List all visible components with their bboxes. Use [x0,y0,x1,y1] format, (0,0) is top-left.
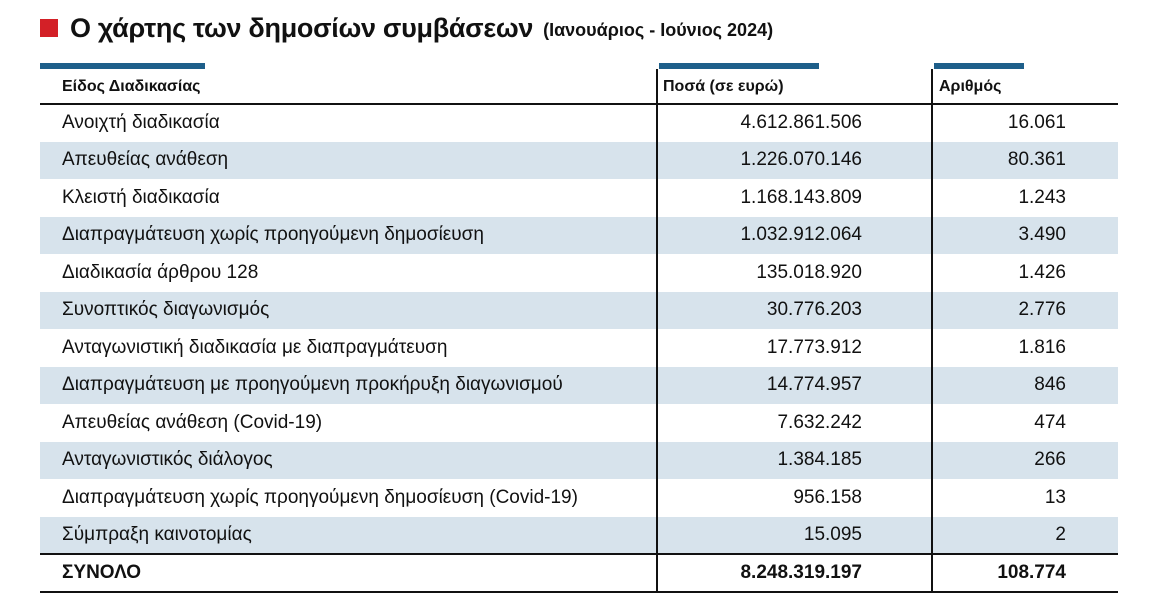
count-cell: 13 [1044,486,1066,508]
count-cell: 846 [1034,374,1066,396]
total-separator-line [40,553,1118,555]
red-square-icon [40,19,58,37]
amount-cell: 1.384.185 [777,449,862,471]
count-cell: 474 [1034,411,1066,433]
amount-cell: 17.773.912 [766,336,862,358]
amount-cell: 1.226.070.146 [740,149,862,171]
table-row [40,479,1118,517]
table-row [40,404,1118,442]
procedure-type-cell: Απευθείας ανάθεση (Covid-19) [62,411,323,433]
amount-cell: 7.632.242 [777,411,862,433]
procedure-type-cell: Διαδικασία άρθρου 128 [62,261,259,283]
table-row [40,104,1118,142]
procedure-type-cell: Απευθείας ανάθεση [62,149,229,171]
column-divider-count [931,69,933,592]
count-cell: 266 [1034,449,1066,471]
table-row [40,292,1118,330]
amount-cell: 14.774.957 [766,374,862,396]
chart-title: Ο χάρτης των δημοσίων συμβάσεων [70,12,534,43]
chart-subtitle: (Ιανουάριος - Ιούνιος 2024) [543,20,774,40]
amount-cell: 1.032.912.064 [740,224,862,246]
table-row [40,367,1118,405]
table-bottom-line [40,591,1118,593]
count-cell: 2.776 [1018,299,1066,321]
amount-cell: 4.612.861.506 [740,111,862,133]
contracts-table [40,69,1118,592]
count-cell: 1.426 [1018,261,1066,283]
procedure-type-cell: Ανοιχτή διαδικασία [62,111,220,133]
header-procedure-type: Είδος Διαδικασίας [62,77,201,95]
header-amount: Ποσά (σε ευρώ) [663,77,784,95]
header-count: Αριθμός [939,77,1002,95]
table-row [40,217,1118,255]
amount-cell: 135.018.920 [756,261,862,283]
procedure-type-cell: Ανταγωνιστικός διάλογος [62,449,273,471]
table-row [40,517,1118,555]
header-separator-line [40,103,1118,105]
amount-cell: 15.095 [803,524,862,546]
total-amount: 8.248.319.197 [740,561,862,583]
procedure-type-cell: Συνοπτικός διαγωνισμός [62,299,270,321]
procedure-type-cell: Διαπραγμάτευση χωρίς προηγούμενη δημοσίευση (Covid-19) [62,486,578,508]
count-cell: 3.490 [1018,224,1066,246]
table-row [40,254,1118,292]
table-header-row [40,69,1118,104]
total-label: ΣΥΝΟΛΟ [62,561,142,583]
procedure-type-cell: Κλειστή διαδικασία [62,186,220,208]
procedure-type-cell: Ανταγωνιστική διαδικασία με διαπραγμάτευση [62,336,448,358]
procedure-type-cell: Διαπραγμάτευση χωρίς προηγούμενη δημοσίευση [62,224,484,246]
table-row [40,442,1118,480]
count-cell: 16.061 [1007,111,1066,133]
count-cell: 1.243 [1018,186,1066,208]
table-row [40,179,1118,217]
table-row [40,142,1118,180]
count-cell: 1.816 [1018,336,1066,358]
column-divider-amount [656,69,658,592]
procedure-type-cell: Σύμπραξη καινοτομίας [62,524,252,546]
count-cell: 80.361 [1007,149,1066,171]
procedure-type-cell: Διαπραγμάτευση με προηγούμενη προκήρυξη διαγωνισμού [62,374,563,396]
amount-cell: 956.158 [793,486,862,508]
table-total-row [40,554,1118,592]
table-row [40,329,1118,367]
total-count: 108.774 [997,561,1066,583]
amount-cell: 1.168.143.809 [740,186,862,208]
table-body [40,104,1118,554]
chart-title-row [40,10,773,46]
count-cell: 2 [1055,524,1066,546]
amount-cell: 30.776.203 [766,299,862,321]
